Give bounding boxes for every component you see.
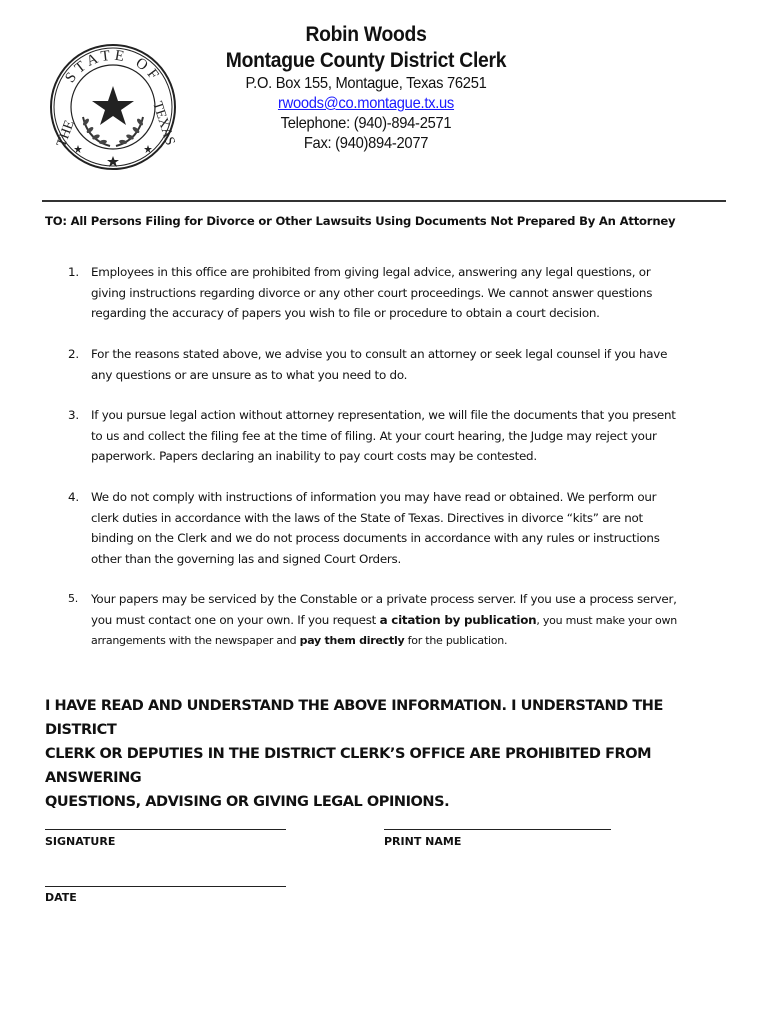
mailing-address: P.O. Box 155, Montague, Texas 76251 bbox=[245, 75, 487, 92]
text-run: you must contact one on your own. If you request bbox=[91, 612, 380, 627]
item-line: giving instructions regarding divorce or any other court proceedings. We cannot answer questions bbox=[91, 285, 653, 300]
text-run: , you must make your own bbox=[536, 613, 677, 627]
telephone: Telephone: (940)-894-2571 bbox=[280, 115, 452, 132]
item-number: 5. bbox=[68, 592, 78, 605]
item-line: any questions or are unsure as to what you need to do. bbox=[91, 367, 408, 382]
print-name-line[interactable] bbox=[384, 829, 611, 830]
item-number: 3. bbox=[68, 408, 79, 422]
item-line: to us and collect the filing fee at the time of filing. At your court hearing, the Judge may reject your bbox=[91, 428, 657, 443]
list-item bbox=[45, 344, 725, 405]
item-line: If you pursue legal action without attorney representation, we will file the documents that you present bbox=[91, 408, 676, 422]
item-line: We do not comply with instructions of information you may have read or obtained. We perform our bbox=[91, 490, 657, 504]
svg-text:STATE OF bbox=[62, 48, 163, 86]
print-name-label: PRINT NAME bbox=[384, 835, 462, 848]
list-item bbox=[45, 405, 725, 487]
ack-line: QUESTIONS, ADVISING OR GIVING LEGAL OPINIONS. bbox=[45, 794, 450, 810]
text-run: arrangements with the newspaper and bbox=[91, 634, 300, 647]
item-line: clerk duties in accordance with the laws of the State of Texas. Directives in divorce “kits” are not bbox=[91, 510, 643, 525]
fax: Fax: (940)894-2077 bbox=[303, 135, 429, 152]
seal-text-top: STATE OF bbox=[62, 47, 164, 86]
header-divider bbox=[42, 200, 726, 202]
item-line: other than the governing las and signed Court Orders. bbox=[91, 551, 402, 566]
signature-line[interactable] bbox=[45, 829, 286, 830]
item-line: binding on the Clerk and we do not process documents in accordance with any rules or instructions bbox=[91, 531, 660, 545]
clerk-name: Robin Woods bbox=[305, 23, 427, 46]
signature-label: SIGNATURE bbox=[45, 835, 116, 848]
acknowledgment-statement bbox=[45, 694, 735, 814]
state-seal bbox=[48, 42, 178, 172]
item-line: Employees in this office are prohibited from giving legal advice, answering any legal questions, or bbox=[91, 265, 651, 279]
item-number: 1. bbox=[68, 265, 79, 279]
item-line: For the reasons stated above, we advise you to consult an attorney or seek legal counsel if you have bbox=[91, 347, 668, 361]
date-label: DATE bbox=[45, 891, 77, 904]
notice-heading: TO: All Persons Filing for Divorce or Other Lawsuits Using Documents Not Prepared By An Attorney bbox=[45, 214, 676, 228]
list-item bbox=[45, 487, 725, 589]
clerk-header bbox=[196, 22, 536, 154]
email-link[interactable]: rwoods@co.montague.tx.us bbox=[277, 95, 455, 112]
ack-line: I HAVE READ AND UNDERSTAND THE ABOVE INFORMATION. I UNDERSTAND THE DISTRICT bbox=[45, 698, 663, 738]
item-line: paperwork. Papers declaring an inability to pay court costs may be contested. bbox=[91, 449, 537, 463]
item-line: Your papers may be serviced by the Constable or a private process server. If you use a process server, bbox=[91, 592, 677, 606]
item-line bbox=[91, 631, 725, 652]
item-line bbox=[91, 610, 725, 632]
item-number: 4. bbox=[68, 490, 79, 504]
date-line[interactable] bbox=[45, 886, 286, 887]
notice-list bbox=[45, 262, 725, 651]
text-run: for the publication. bbox=[404, 634, 508, 647]
list-item bbox=[45, 589, 725, 651]
clerk-office-title: Montague County District Clerk bbox=[225, 49, 507, 72]
ack-line: CLERK OR DEPUTIES IN THE DISTRICT CLERK’S OFFICE ARE PROHIBITED FROM ANSWERING bbox=[45, 746, 652, 786]
seal-text-left: THE bbox=[54, 118, 78, 150]
seal-text-right: TEXAS bbox=[149, 99, 178, 148]
bold-text: a citation by publication bbox=[379, 612, 537, 627]
list-item bbox=[45, 262, 725, 344]
item-line: regarding the accuracy of papers you wish to file or procedure to obtain a court decision. bbox=[91, 306, 600, 320]
bold-text: pay them directly bbox=[299, 634, 405, 647]
item-number: 2. bbox=[68, 347, 79, 361]
